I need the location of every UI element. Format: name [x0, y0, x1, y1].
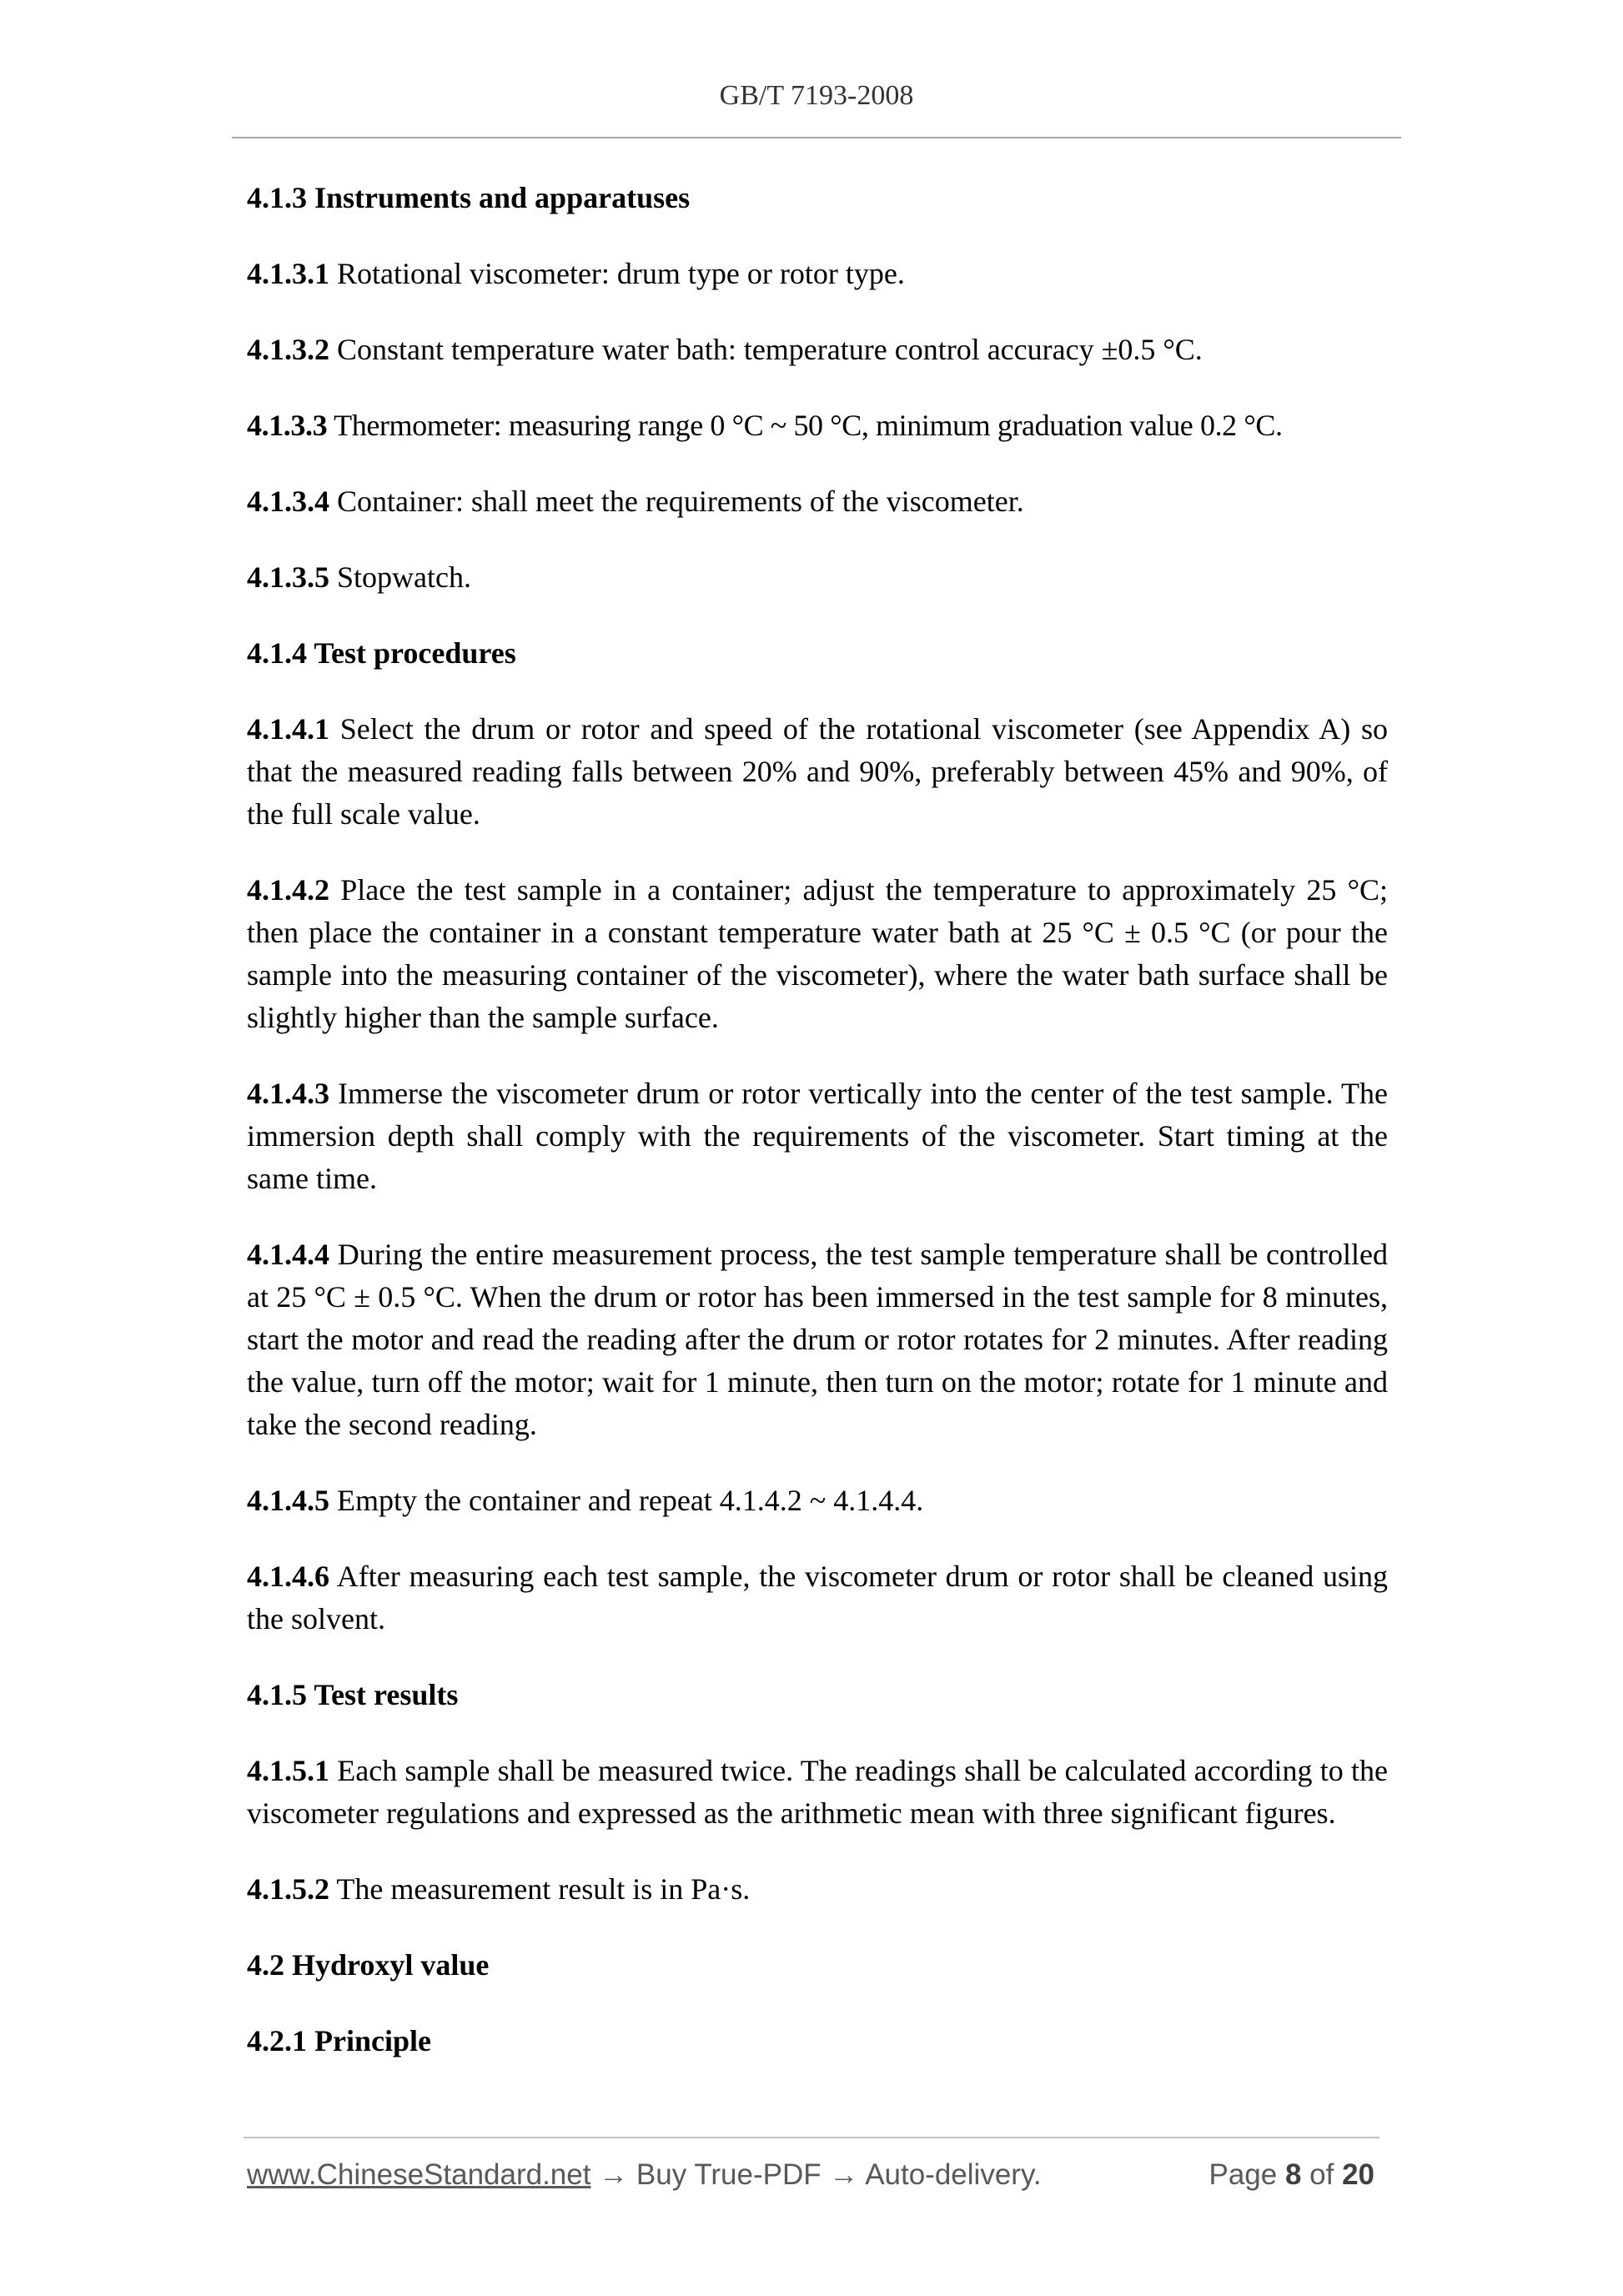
heading-text: 4.1.3 Instruments and apparatuses — [247, 181, 691, 214]
clause-number: 4.1.4.1 — [247, 712, 329, 746]
heading-text: 4.1.4 Test procedures — [247, 636, 516, 670]
section-heading — [247, 2020, 1388, 2062]
clause-text: Constant temperature water bath: temperature control accuracy ±0.5 °C. — [329, 333, 1203, 366]
clause-number: 4.1.5.1 — [247, 1754, 329, 1787]
clause — [247, 869, 1388, 1039]
website-link[interactable]: www.ChineseStandard.net — [247, 2158, 591, 2191]
clause-text: Place the test sample in a container; adjust the temperature to approximately 25 °C; then place the container in a constant temperature water bath at 25 °C ± 0.5 °C (or pour the sample into the measuring container of the viscometer), where the water bath surface shall be slightly higher than the sample surface. — [247, 873, 1388, 1034]
clause — [247, 1233, 1388, 1446]
buy-text: Buy True-PDF — [636, 2158, 822, 2191]
clause-text: The measurement result is in Pa·s. — [329, 1872, 751, 1906]
document-body — [247, 177, 1388, 2096]
clause — [247, 708, 1388, 836]
clause — [247, 1555, 1388, 1640]
page-indicator — [1208, 2158, 1374, 2192]
clause-text: During the entire measurement process, the test sample temperature shall be controlled at 25 °C ± 0.5 °C. When the drum or rotor has been immersed in the test sample for 8 minutes, start the motor and read the reading after the drum or rotor rotates for 2 minutes. After reading the value, turn off the motor; wait for 1 minute, then turn on the motor; rotate for 1 minute and take the second reading. — [247, 1238, 1388, 1441]
clause — [247, 253, 1388, 295]
page-header — [232, 80, 1401, 112]
clause-number: 4.1.5.2 — [247, 1872, 329, 1906]
heading-text: 4.1.5 Test results — [247, 1678, 459, 1711]
footer-divider — [244, 2137, 1379, 2138]
clause-number: 4.1.4.4 — [247, 1238, 329, 1271]
page-footer — [247, 2158, 1374, 2200]
clause-text: Empty the container and repeat 4.1.4.2 ~ 4.1.4.4. — [329, 1484, 924, 1517]
clause-number: 4.1.3.5 — [247, 560, 329, 594]
clause-text: Immerse the viscometer drum or rotor vertically into the center of the test sample. The immersion depth shall comply with the requirements of the viscometer. Start timing at the same time. — [247, 1077, 1388, 1195]
heading-text: 4.2.1 Principle — [247, 2024, 431, 2057]
clause — [247, 1868, 1388, 1911]
clause — [247, 404, 1388, 447]
section-heading — [247, 1674, 1388, 1716]
section-heading — [247, 632, 1388, 675]
clause-text: After measuring each test sample, the viscometer drum or rotor shall be cleaned using the solvent. — [247, 1560, 1388, 1635]
clause — [247, 329, 1388, 371]
clause — [247, 480, 1388, 523]
clause-text: Stopwatch. — [329, 560, 471, 594]
clause-number: 4.1.4.3 — [247, 1077, 329, 1110]
clause — [247, 556, 1388, 599]
clause-text: Thermometer: measuring range 0 °C ~ 50 °C, minimum graduation value 0.2 °C. — [327, 409, 1283, 442]
clause — [247, 1750, 1388, 1835]
page-number: 8 — [1284, 2158, 1302, 2191]
clause-text: Select the drum or rotor and speed of the rotational viscometer (see Appendix A) so that the measured reading falls between 20% and 90%, preferably between 45% and 90%, of the full scale value. — [247, 712, 1388, 831]
clause-number: 4.1.3.4 — [247, 485, 329, 518]
clause-number: 4.1.3.3 — [247, 409, 328, 442]
clause-number: 4.1.3.2 — [247, 333, 329, 366]
delivery-text: Auto-delivery. — [865, 2158, 1042, 2191]
clause-number: 4.1.4.2 — [247, 873, 329, 907]
clause-text: Container: shall meet the requirements of the viscometer. — [329, 485, 1024, 518]
page-label: Page — [1208, 2158, 1285, 2191]
document-code: GB/T 7193-2008 — [719, 80, 914, 111]
of-label: of — [1301, 2158, 1343, 2191]
clause-text: Each sample shall be measured twice. The readings shall be calculated according to the viscometer regulations and expressed as the arithmetic mean with three significant figures. — [247, 1754, 1388, 1830]
heading-text: 4.2 Hydroxyl value — [247, 1948, 490, 1982]
section-heading — [247, 1944, 1388, 1987]
page-total: 20 — [1342, 2158, 1374, 2191]
arrow-icon: → — [590, 2158, 636, 2191]
clause-number: 4.1.4.6 — [247, 1560, 329, 1593]
clause — [247, 1480, 1388, 1522]
header-divider — [232, 137, 1401, 138]
clause-number: 4.1.4.5 — [247, 1484, 329, 1517]
footer-promo — [247, 2158, 1042, 2192]
section-heading — [247, 177, 1388, 219]
clause — [247, 1073, 1388, 1200]
clause-number: 4.1.3.1 — [247, 257, 329, 290]
arrow-icon: → — [821, 2158, 866, 2191]
clause-text: Rotational viscometer: drum type or rotor type. — [329, 257, 905, 290]
